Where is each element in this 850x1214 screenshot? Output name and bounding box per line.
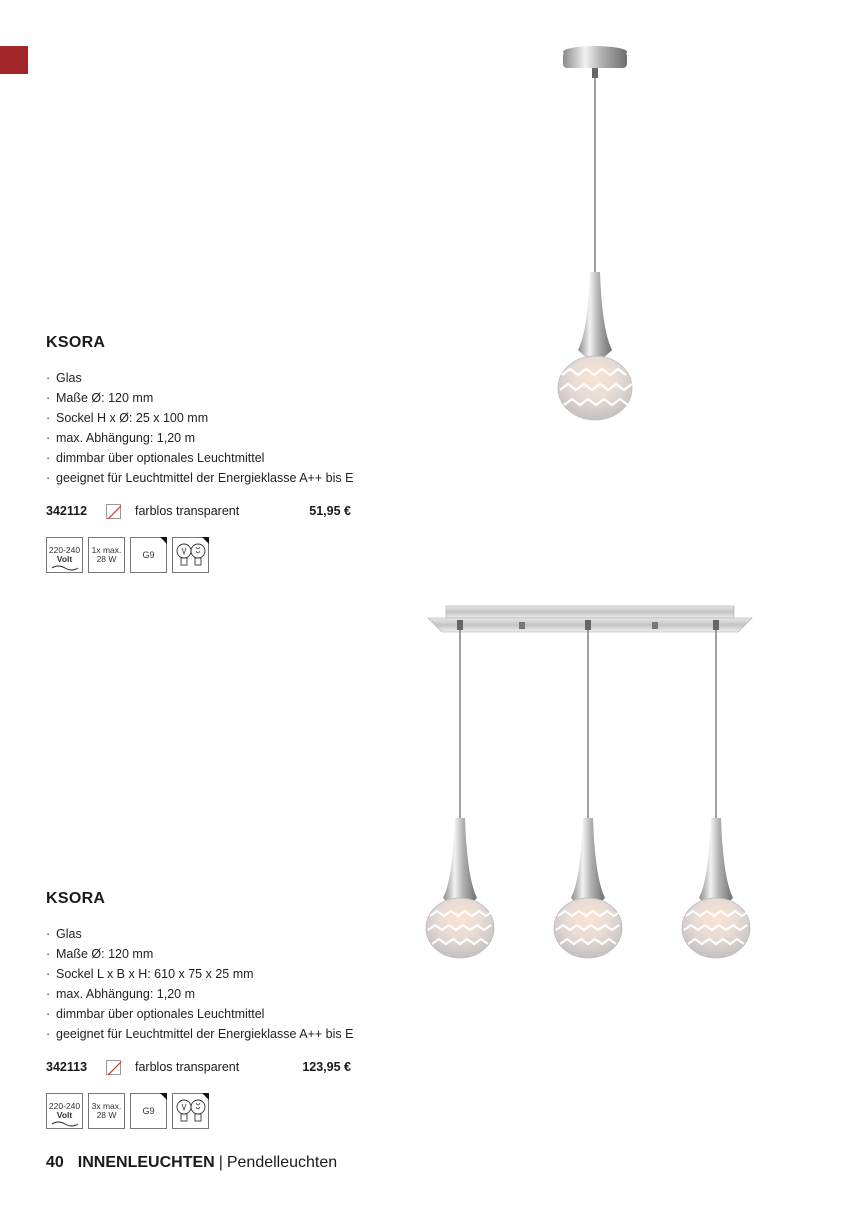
feature-item: · max. Abhängung: 1,20 m bbox=[46, 431, 195, 445]
product-ksora-single bbox=[46, 334, 376, 522]
feature-item: · dimmbar über optionales Leuchtmittel bbox=[46, 1007, 265, 1021]
socket-icon: G9 bbox=[130, 537, 167, 573]
variant-row bbox=[46, 504, 376, 522]
article-number: 342112 bbox=[46, 504, 88, 518]
price: 123,95 € bbox=[302, 1060, 351, 1074]
transparent-swatch-icon bbox=[106, 504, 121, 519]
feature-item: · geeignet für Leuchtmittel der Energieklasse A++ bis E bbox=[46, 1027, 354, 1041]
price: 51,95 € bbox=[309, 504, 351, 518]
bulb-types-icon bbox=[172, 1093, 209, 1129]
page-footer bbox=[46, 1154, 337, 1172]
page-number: 40 bbox=[46, 1154, 64, 1171]
feature-item: · Maße Ø: 120 mm bbox=[46, 391, 154, 405]
article-number: 342113 bbox=[46, 1060, 88, 1074]
product-title: KSORA bbox=[46, 890, 106, 907]
product-title: KSORA bbox=[46, 334, 106, 351]
feature-item: · Sockel H x Ø: 25 x 100 mm bbox=[46, 411, 209, 425]
color-label: farblos transparent bbox=[135, 1060, 240, 1074]
voltage-icon: 220-240 Volt bbox=[46, 1093, 83, 1129]
feature-item: · Glas bbox=[46, 927, 82, 941]
feature-list bbox=[46, 924, 376, 1044]
wattage-icon: 3x max. 28 W bbox=[88, 1093, 125, 1129]
feature-list bbox=[46, 368, 376, 488]
feature-item: · dimmbar über optionales Leuchtmittel bbox=[46, 451, 265, 465]
voltage-icon: 220-240 Volt bbox=[46, 537, 83, 573]
section-title: INNENLEUCHTEN bbox=[77, 1154, 215, 1171]
feature-item: · Sockel L x B x H: 610 x 75 x 25 mm bbox=[46, 967, 254, 981]
variant-row bbox=[46, 1060, 376, 1078]
pendant-lamp-image-single bbox=[540, 40, 650, 430]
product-ksora-triple bbox=[46, 890, 376, 1078]
color-label: farblos transparent bbox=[135, 504, 240, 518]
wattage-icon: 1x max. 28 W bbox=[88, 537, 125, 573]
footer-separator: | bbox=[218, 1154, 223, 1171]
feature-item: · geeignet für Leuchtmittel der Energieklasse A++ bis E bbox=[46, 471, 354, 485]
feature-item: · max. Abhängung: 1,20 m bbox=[46, 987, 195, 1001]
transparent-swatch-icon bbox=[106, 1060, 121, 1075]
subsection-title: Pendelleuchten bbox=[226, 1154, 338, 1171]
section-color-tab bbox=[0, 46, 28, 74]
feature-item: · Maße Ø: 120 mm bbox=[46, 947, 154, 961]
feature-item: · Glas bbox=[46, 371, 82, 385]
bulb-types-icon bbox=[172, 537, 209, 573]
pendant-lamp-image-triple bbox=[420, 598, 760, 978]
socket-icon: G9 bbox=[130, 1093, 167, 1129]
